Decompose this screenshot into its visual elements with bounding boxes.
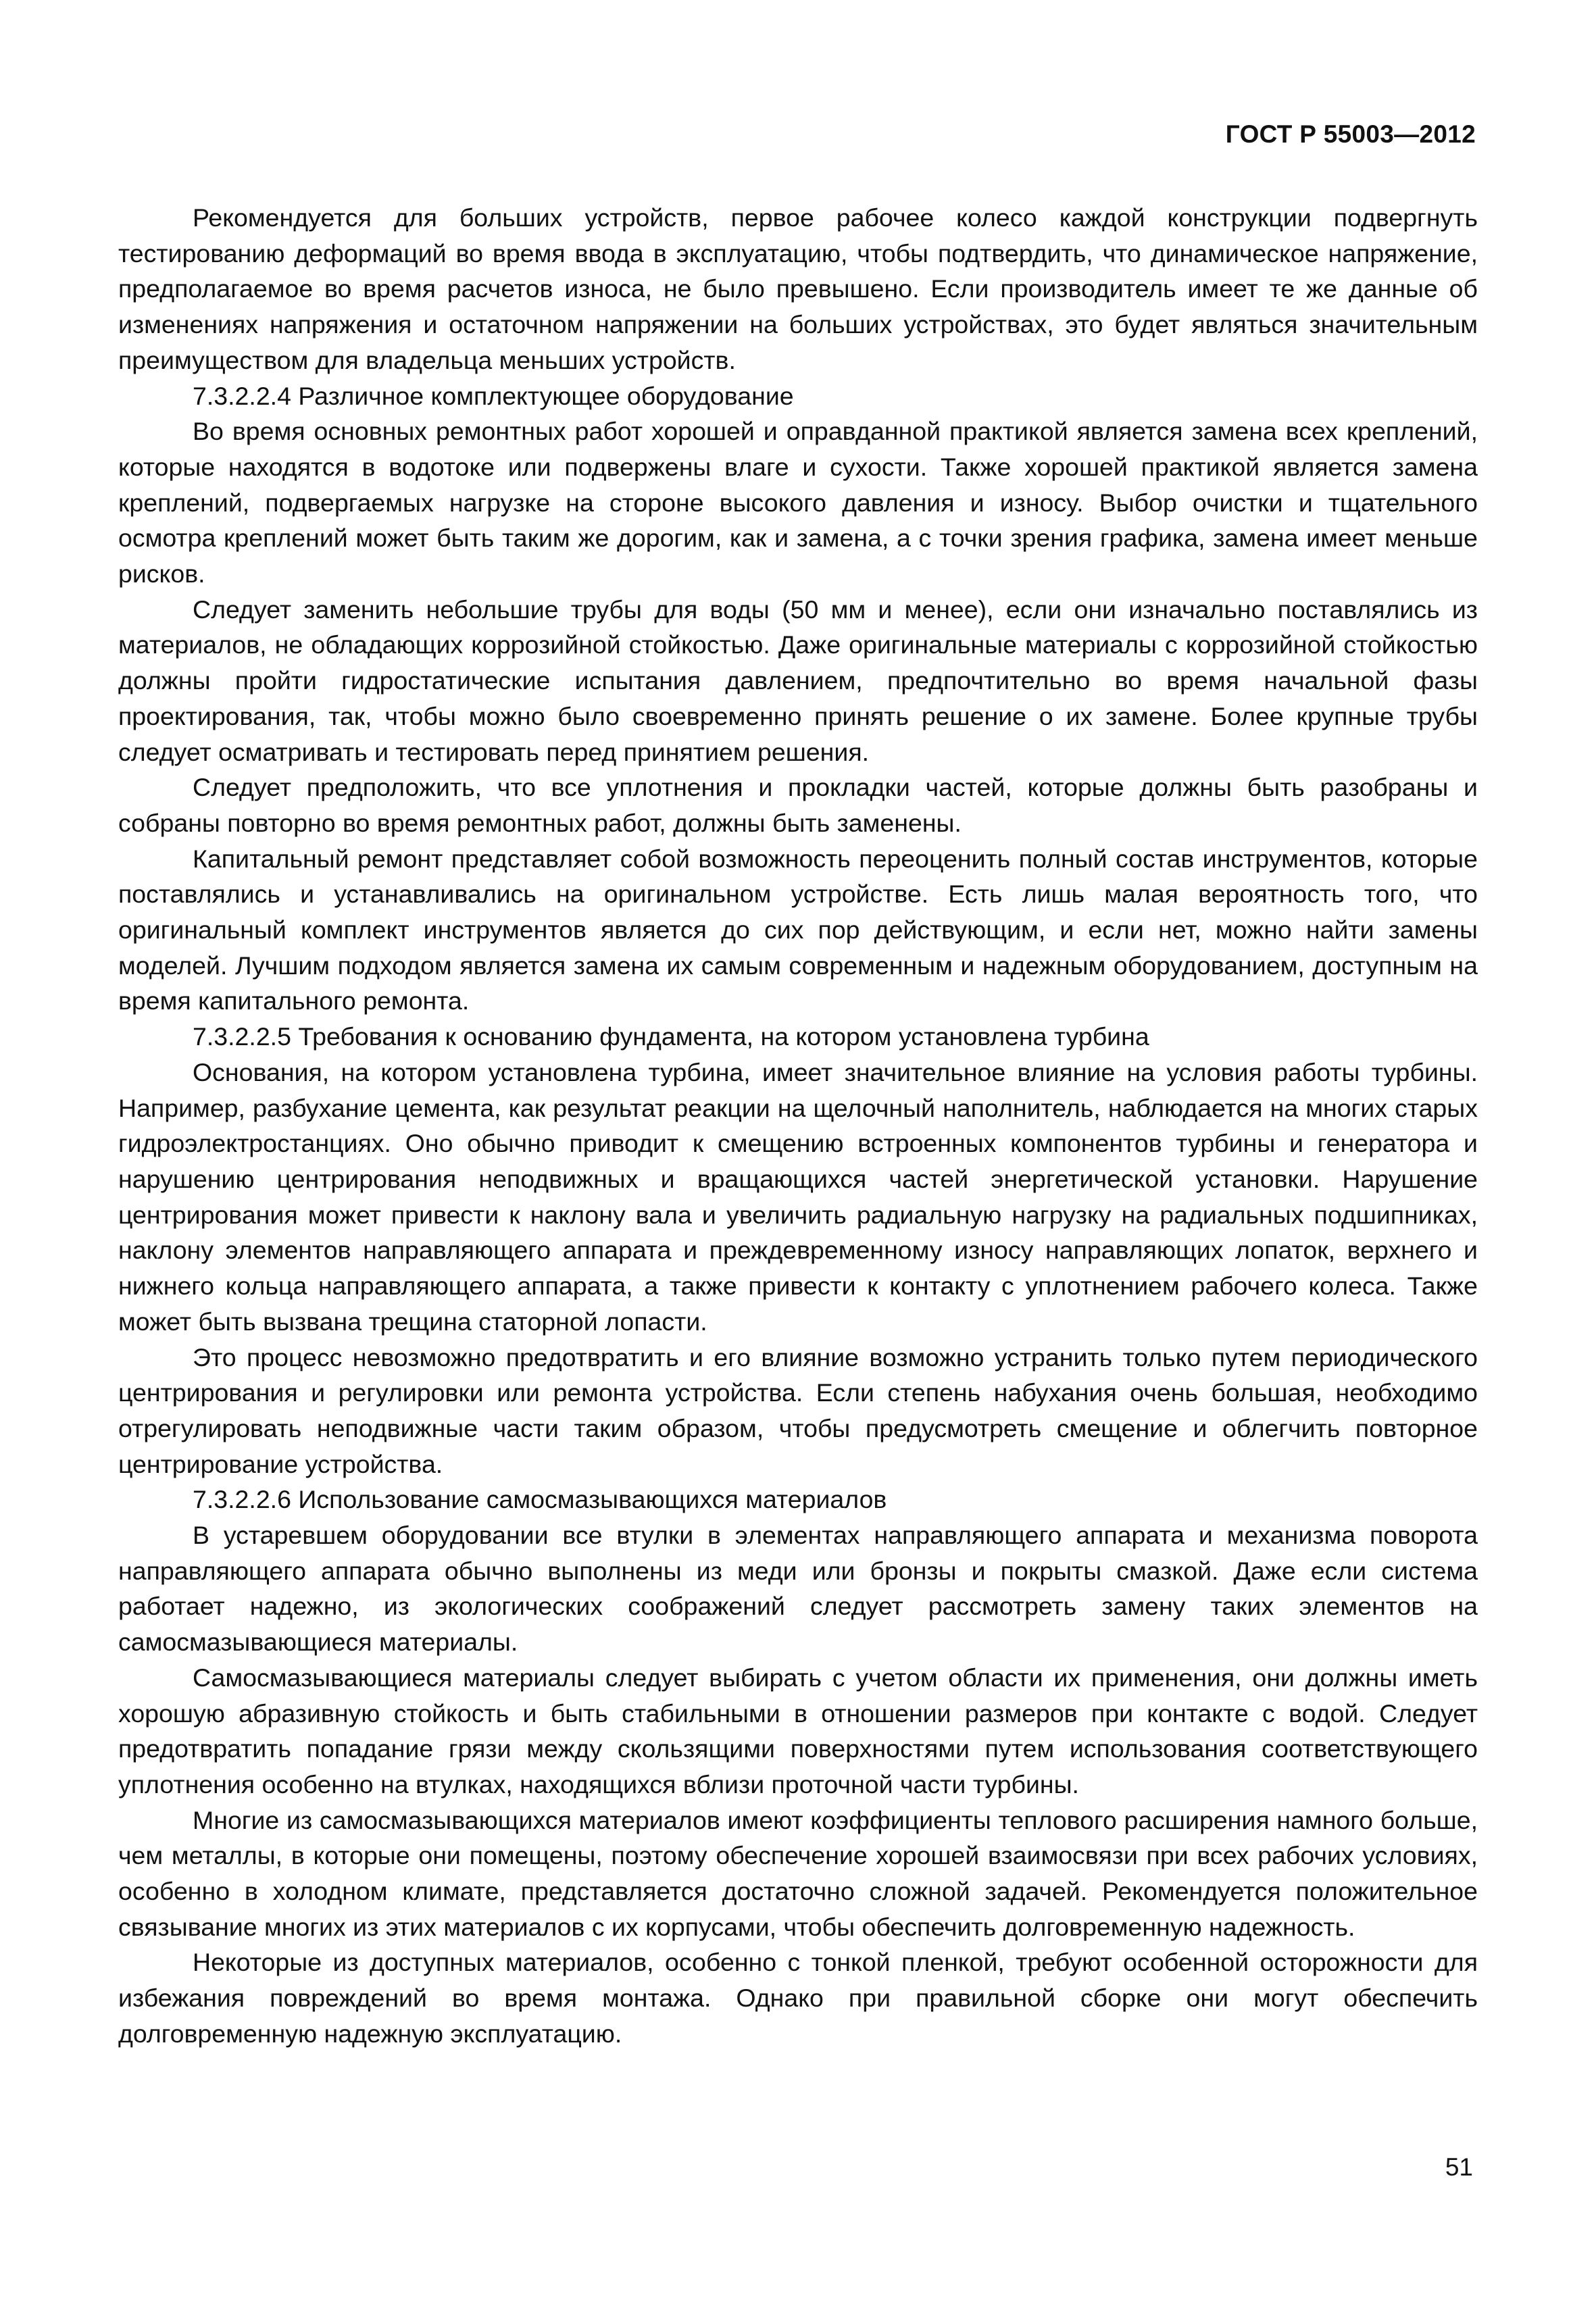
paragraph: В устаревшем оборудовании все втулки в элементах направляющего аппарата и механизма поворота направляющего аппарата обычно выполнены из меди или бронзы и покрыты смазкой. Даже если система работает надежно, из экологических соображений следует рассмотреть замену таких элементов на самосмазывающиеся материалы. [118, 1521, 1478, 1657]
section-heading-7-3-2-2-5: 7.3.2.2.5 Требования к основанию фундамента, на котором установлена турбина [193, 1022, 1149, 1051]
page-number: 51 [1445, 2153, 1473, 2181]
document-code-header: ГОСТ Р 55003—2012 [1225, 120, 1476, 148]
paragraph: Многие из самосмазывающихся материалов имеют коэффициенты теплового расширения намного больше, чем металлы, в которые они помещены, поэтому обеспечение хорошей взаимосвязи при всех рабочих условиях, особенно в холодном климате, представляется достаточно сложной задачей. Рекомендуется положительное связывание многих из этих материалов с их корпусами, чтобы обеспечить долговременную надежность. [118, 1805, 1478, 1941]
paragraph: Самосмазывающиеся материалы следует выбирать с учетом области их применения, они должны иметь хорошую абразивную стойкость и быть стабильными в отношении размеров при контакте с водой. Следует предотвратить попадание грязи между скользящими поверхностями путем использования соответствующего уплотнения особенно на втулках, находящихся вблизи проточной части турбины. [118, 1663, 1478, 1799]
section-heading-7-3-2-2-6: 7.3.2.2.6 Использование самосмазывающихся материалов [193, 1485, 887, 1514]
paragraph: Это процесс невозможно предотвратить и его влияние возможно устранить только путем периодического центрирования и регулировки или ремонта устройства. Если степень набухания очень большая, необходимо отрегулировать неподвижные части таким образом, чтобы предусмотреть смещение и облегчить повторное центрирование устройства. [118, 1342, 1478, 1478]
paragraph: Во время основных ремонтных работ хорошей и оправданной практикой является замена всех креплений, которые находятся в водотоке или подвержены влаге и сухости. Также хорошей практикой является замена креплений, подвергаемых нагрузке на стороне высокого давления и износу. Выбор очистки и тщательного осмотра креплений может быть таким же дорогим, как и замена, а с точки зрения графика, замена имеет меньше рисков. [118, 417, 1478, 588]
paragraph: Следует заменить небольшие трубы для воды (50 мм и менее), если они изначально поставлялись из материалов, не обладающих коррозийной стойкостью. Даже оригинальные материалы с коррозийной стойкостью должны пройти гидростатические испытания давлением, предпочтительно во время начальной фазы проектирования, так, чтобы можно было своевременно принять решение о их замене. Более крупные трубы следует осматривать и тестировать перед принятием решения. [118, 595, 1478, 766]
section-heading-7-3-2-2-4: 7.3.2.2.4 Различное комплектующее оборудование [193, 381, 794, 410]
body-text [118, 200, 1478, 2052]
paragraph: Капитальный ремонт представляет собой возможность переоценить полный состав инструментов, которые поставлялись и устанавливались на оригинальном устройстве. Есть лишь малая вероятность того, что оригинальный комплект инструментов является до сих пор действующим, и если нет, можно найти замены моделей. Лучшим подходом является замена их самым современным и надежным оборудованием, доступным на время капитального ремонта. [118, 844, 1478, 1015]
paragraph-intro: Рекомендуется для больших устройств, первое рабочее колесо каждой конструкции подвергнуть тестированию деформаций во время ввода в эксплуатацию, чтобы подтвердить, что динамическое напряжение, предполагаемое во время расчетов износа, не было превышено. Если производитель имеет те же данные об изменениях напряжения и остаточном напряжении на больших устройствах, это будет являться значительным преимуществом для владельца меньших устройств. [118, 203, 1478, 374]
paragraph: Некоторые из доступных материалов, особенно с тонкой пленкой, требуют особенной осторожности для избежания повреждений во время монтажа. Однако при правильной сборке они могут обеспечить долговременную надежную эксплуатацию. [118, 1948, 1478, 2048]
paragraph: Основания, на котором установлена турбина, имеет значительное влияние на условия работы турбины. Например, разбухание цемента, как результат реакции на щелочный наполнитель, наблюдается на многих старых гидроэлектростанциях. Оно обычно приводит к смещению встроенных компонентов турбины и генератора и нарушению центрирования неподвижных и вращающихся частей энергетической установки. Нарушение центрирования может привести к наклону вала и увеличить радиальную нагрузку на радиальных подшипниках, наклону элементов направляющего аппарата и преждевременному износу направляющих лопаток, верхнего и нижнего кольца направляющего аппарата, а также привести к контакту с уплотнением рабочего колеса. Также может быть вызвана трещина статорной лопасти. [118, 1057, 1478, 1336]
paragraph: Следует предположить, что все уплотнения и прокладки частей, которые должны быть разобраны и собраны повторно во время ремонтных работ, должны быть заменены. [118, 773, 1478, 837]
